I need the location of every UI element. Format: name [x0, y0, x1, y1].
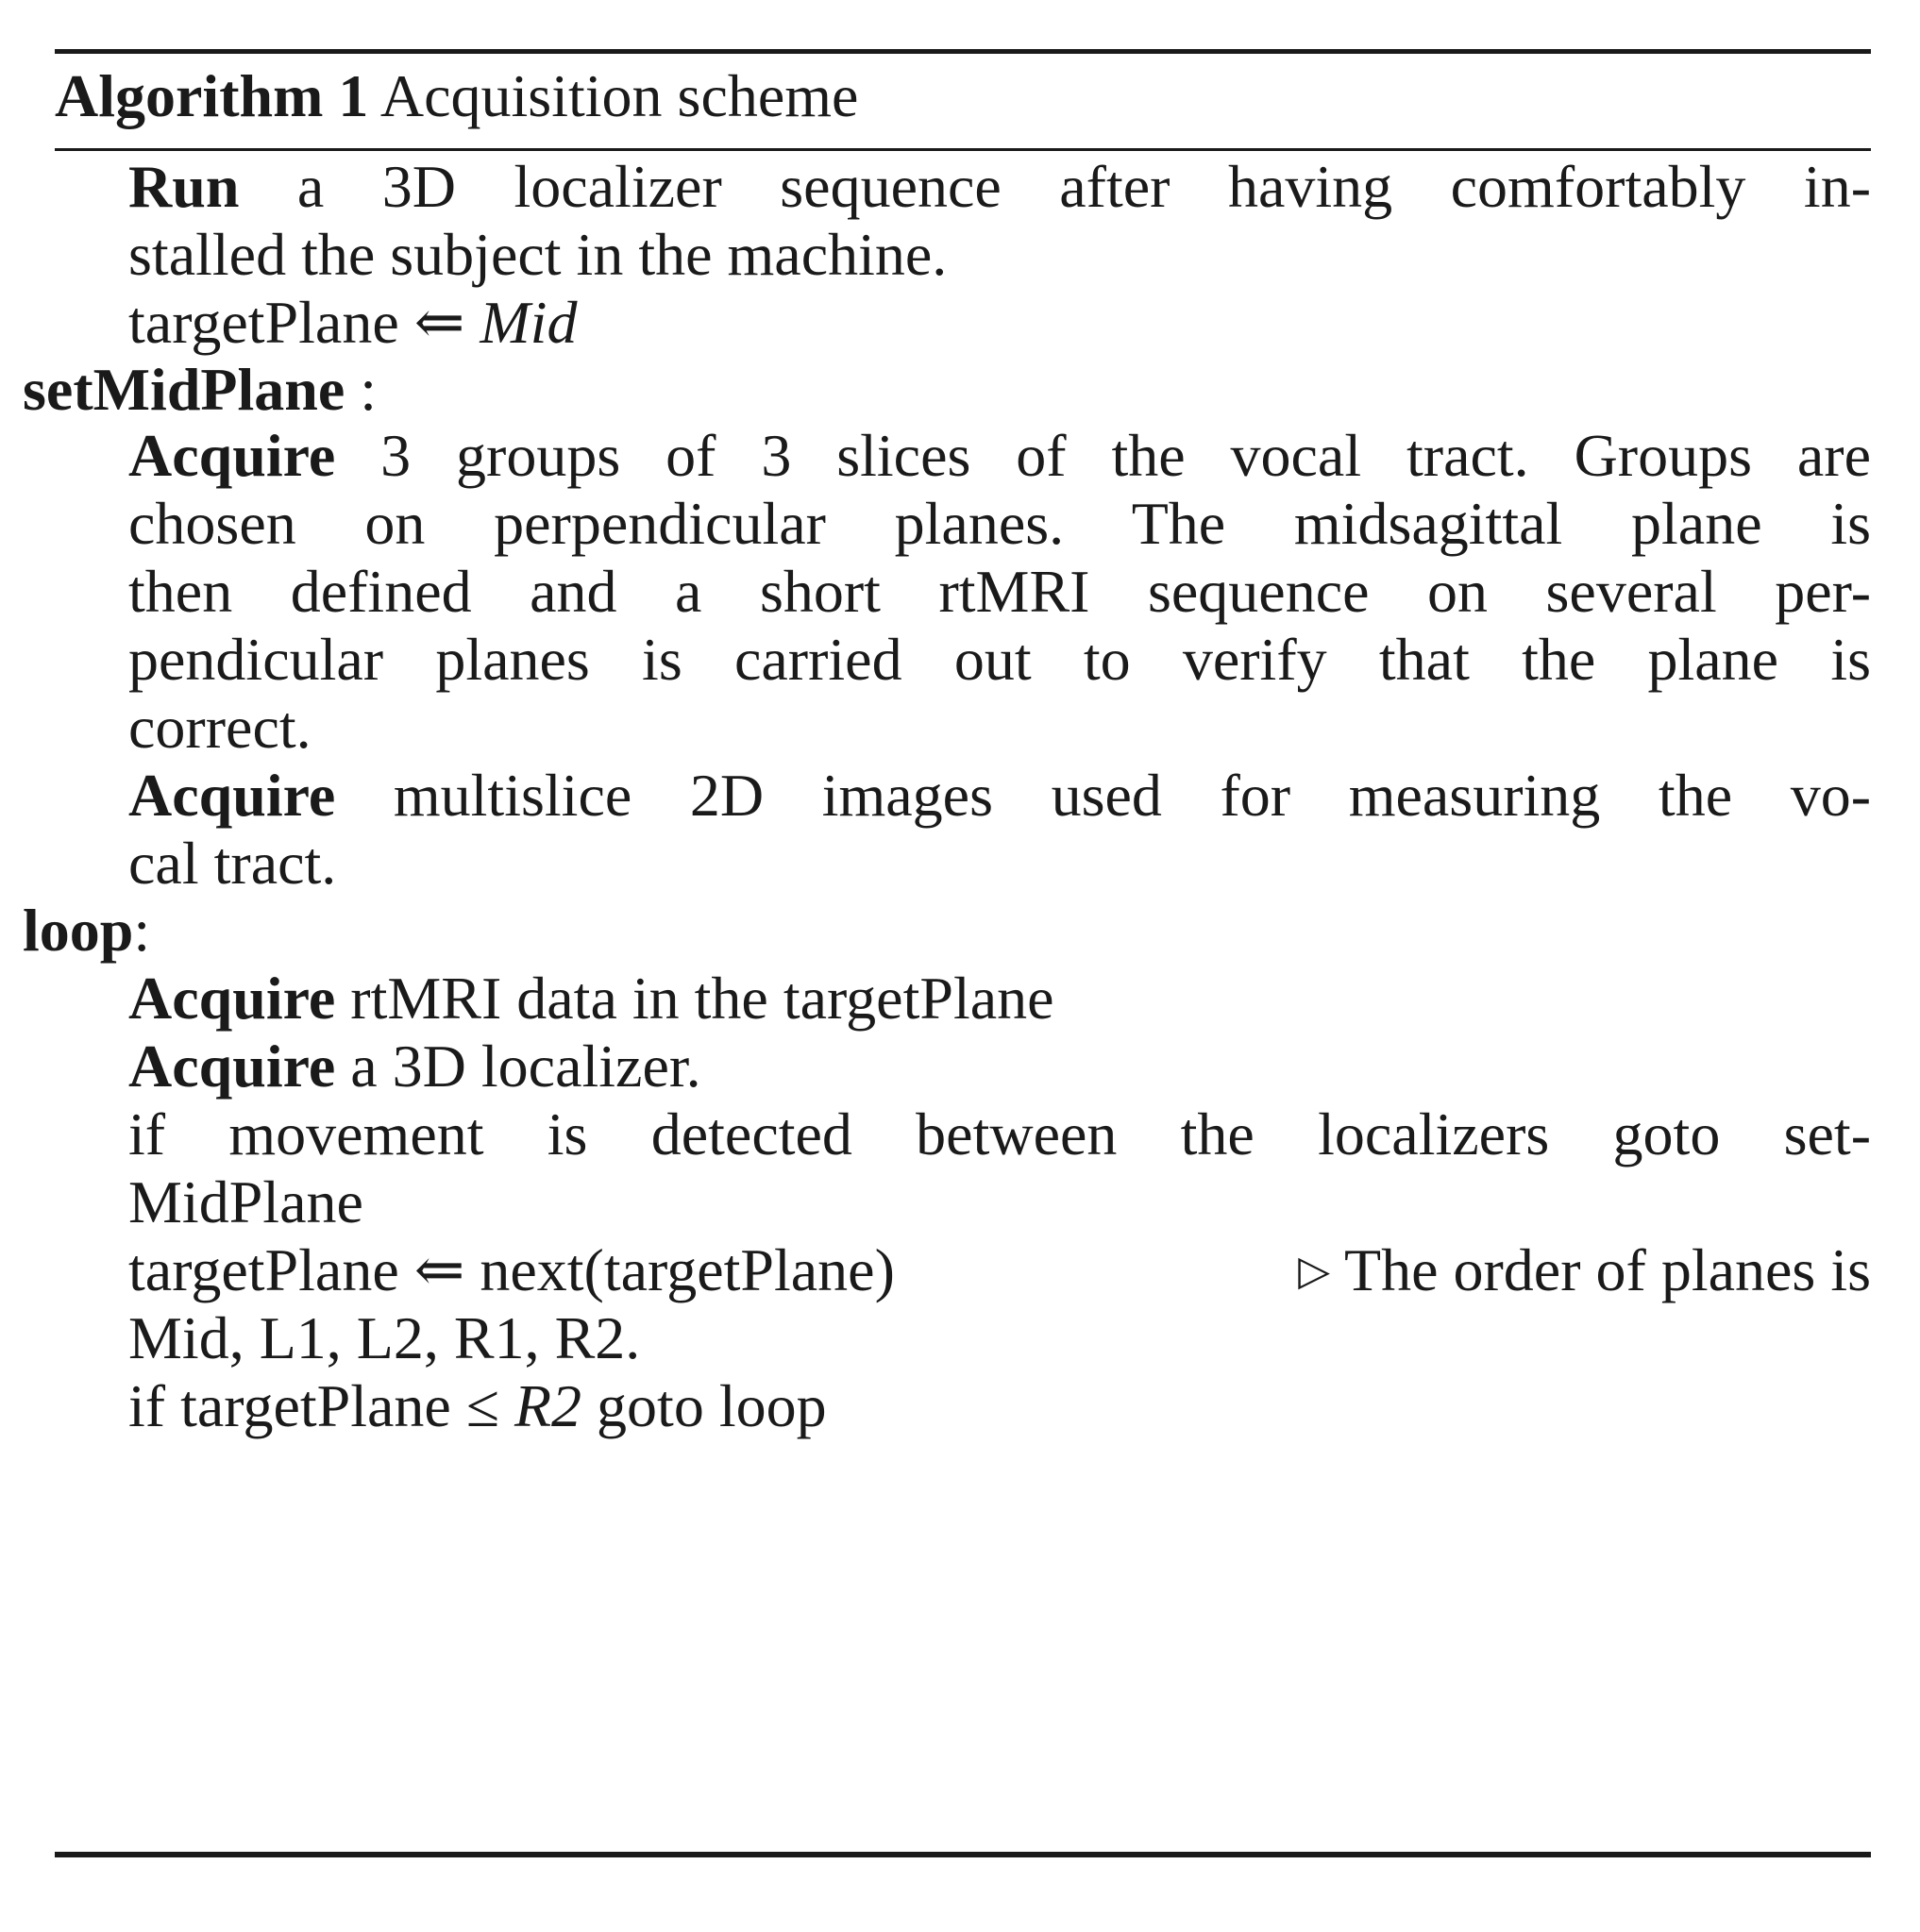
acquire-slices-line-1	[128, 418, 1871, 494]
setmidplane-label: setMidPlane	[23, 356, 345, 423]
next-variable: targetPlane	[128, 1236, 399, 1303]
algorithm-caption	[55, 59, 858, 134]
run-text: a 3D localizer sequence after having comfortably in-	[296, 153, 1871, 220]
bottom-rule	[55, 1852, 1871, 1857]
run-keyword: Run	[128, 153, 240, 220]
algorithm-label: Algorithm 1	[55, 62, 369, 129]
loop-label-line	[23, 893, 150, 968]
acquire-keyword: Acquire	[128, 965, 336, 1032]
next-plane-comment-line-2	[128, 1301, 1871, 1376]
acquire-slices-line-2	[128, 486, 1871, 562]
acquire-multislice-line-1	[128, 758, 1871, 833]
init-value: Mid	[480, 289, 578, 356]
if-movement-line-2	[128, 1165, 1871, 1240]
if-loop-suffix: goto loop	[597, 1372, 827, 1439]
if-loop-value: R2	[514, 1372, 582, 1439]
assign-arrow: ⇐	[413, 1236, 465, 1303]
acquire-slices-line-3	[128, 554, 1871, 630]
plane-order-comment	[1298, 1233, 1871, 1309]
comment-text: The order of planes is	[1343, 1236, 1871, 1303]
init-variable: targetPlane	[128, 289, 399, 356]
acquire-slices-text: chosen on perpendicular planes. The midsagittal plane is	[128, 490, 1871, 557]
acquire-slices-text: then defined and a short rtMRI sequence on several per-	[128, 558, 1871, 625]
acquire-rtmri-line	[128, 961, 1871, 1036]
if-movement-line-1	[128, 1097, 1871, 1172]
algorithm-block	[23, 0, 1872, 1932]
acquire-slices-text: 3 groups of 3 slices of the vocal tract. Groups are	[380, 422, 1872, 489]
acquire-slices-text: correct.	[128, 694, 312, 761]
acquire-slices-line-5	[128, 690, 1871, 765]
assign-arrow: ⇐	[413, 289, 465, 356]
init-line	[128, 285, 1871, 361]
comment-triangle-icon: ▷	[1298, 1248, 1331, 1294]
next-plane-line	[128, 1233, 1871, 1308]
run-line-2	[128, 217, 1871, 293]
acquire-keyword: Acquire	[128, 762, 336, 829]
acquire-keyword: Acquire	[128, 1033, 336, 1100]
run-text-cont: stalled the subject in the machine.	[128, 221, 948, 288]
setmidplane-label-line	[23, 352, 377, 428]
if-loop-prefix: if targetPlane	[128, 1372, 451, 1439]
if-movement-text: if movement is detected between the localizers goto set-	[128, 1100, 1871, 1168]
algorithm-title: Acquisition scheme	[379, 62, 859, 129]
setmidplane-colon: :	[345, 356, 378, 423]
if-loop-line	[128, 1369, 1871, 1444]
acquire-multislice-line-2	[128, 826, 1871, 901]
leq-operator: ≤	[465, 1372, 499, 1439]
top-rule	[55, 49, 1871, 54]
comment-text-cont: Mid, L1, L2, R1, R2.	[128, 1304, 641, 1371]
loop-label: loop	[23, 897, 134, 964]
acquire-slices-text: pendicular planes is carried out to verify that the plane is	[128, 626, 1871, 693]
loop-colon: :	[133, 897, 151, 964]
acquire-localizer-line	[128, 1029, 1871, 1104]
acquire-rtmri-text: rtMRI data in the targetPlane	[350, 965, 1054, 1032]
acquire-multislice-text: multislice 2D images used for measuring the vo-	[393, 762, 1872, 829]
acquire-keyword: Acquire	[128, 422, 336, 489]
run-line-1	[128, 149, 1871, 225]
if-movement-text: MidPlane	[128, 1168, 363, 1235]
acquire-slices-line-4	[128, 622, 1871, 697]
acquire-multislice-text: cal tract.	[128, 830, 337, 897]
next-expression: next(targetPlane)	[480, 1236, 895, 1303]
acquire-localizer-text: a 3D localizer.	[350, 1033, 701, 1100]
